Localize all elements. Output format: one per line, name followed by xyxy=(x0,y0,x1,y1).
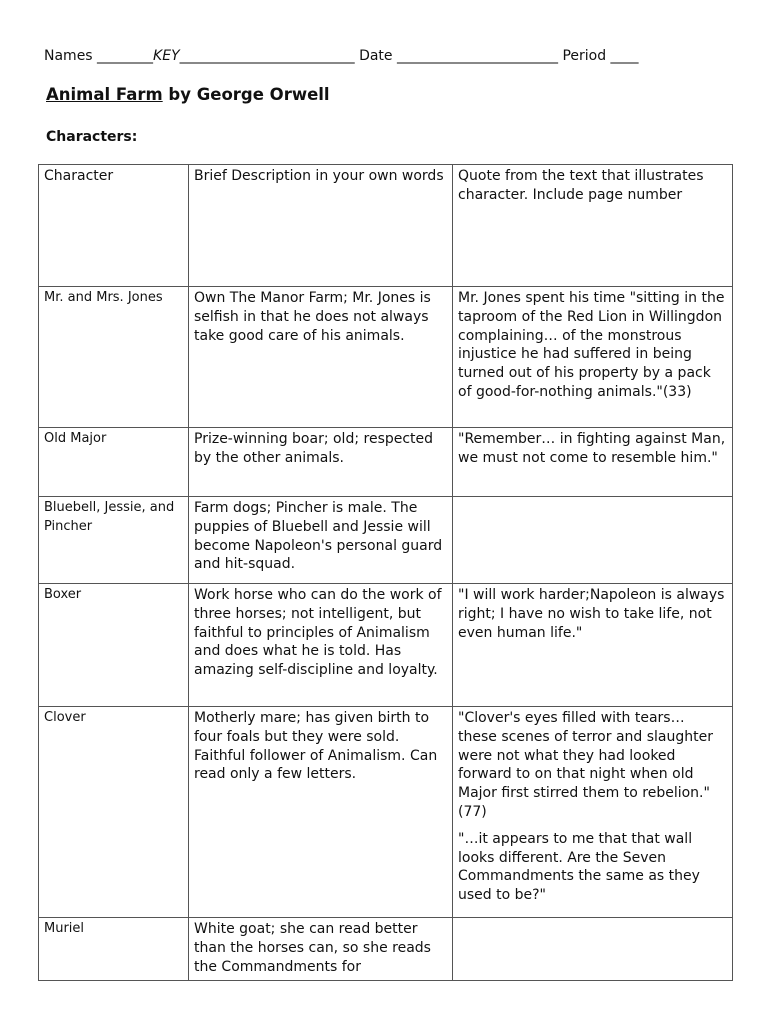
section-label: Characters: xyxy=(46,129,138,145)
table-row xyxy=(39,918,733,981)
character-quote: "I will work harder;Napoleon is always right; I have no wish to take life, not even human life." xyxy=(458,587,725,641)
character-quote-cell xyxy=(453,497,733,584)
table-header-row xyxy=(39,165,733,287)
character-description: Farm dogs; Pincher is male. The puppies of Bluebell and Jessie will become Napoleon's personal guard and hit-squad. xyxy=(189,497,453,584)
character-quote: "Clover's eyes filled with tears… these scenes of terror and slaughter were not what they had looked forward to on that night when old Major first stirred them to rebelion." (77) xyxy=(458,710,713,820)
character-name: Clover xyxy=(39,707,189,918)
page-title xyxy=(46,84,330,106)
character-description: Own The Manor Farm; Mr. Jones is selfish in that he does not always take good care of his animals. xyxy=(189,287,453,428)
table-row xyxy=(39,497,733,584)
names-label: Names ________ xyxy=(44,48,154,64)
header-description: Brief Description in your own words xyxy=(189,165,453,287)
table-row xyxy=(39,584,733,707)
header-quote: Quote from the text that illustrates character. Include page number xyxy=(453,165,733,287)
character-description: Prize-winning boar; old; respected by the other animals. xyxy=(189,428,453,497)
character-quote-cell xyxy=(453,428,733,497)
character-description: Motherly mare; has given birth to four foals but they were sold. Faithful follower of Animalism. Can read only a few letters. xyxy=(189,707,453,918)
table-row xyxy=(39,428,733,497)
table-row xyxy=(39,287,733,428)
names-value: KEY xyxy=(153,48,180,64)
character-quote-cell xyxy=(453,584,733,707)
character-quote: Mr. Jones spent his time "sitting in the taproom of the Red Lion in Willingdon complaining… of the monstrous injustice he had suffered in being turned out of his property by a pack of good-for-nothing animals."(33) xyxy=(458,290,725,400)
character-description: Work horse who can do the work of three horses; not intelligent, but faithful to principles of Animalism and does what he is told. Has amazing self-discipline and loyalty. xyxy=(189,584,453,707)
character-name: Old Major xyxy=(39,428,189,497)
character-name: Muriel xyxy=(39,918,189,981)
character-quote: "…it appears to me that that wall looks different. Are the Seven Commandments the same as they used to be?" xyxy=(458,830,700,904)
character-name: Mr. and Mrs. Jones xyxy=(39,287,189,428)
character-description: White goat; she can read better than the horses can, so she reads the Commandments for xyxy=(189,918,453,981)
header-line xyxy=(44,46,744,66)
table-row xyxy=(39,707,733,918)
book-title: Animal Farm xyxy=(46,85,163,104)
date-period-labels: _________________________ Date _______________________ Period ____ xyxy=(179,48,639,64)
character-quote-cell xyxy=(453,918,733,981)
author-byline: by George Orwell xyxy=(162,85,330,104)
header-character: Character xyxy=(39,165,189,287)
character-quote: "Remember… in fighting against Man, we must not come to resemble him." xyxy=(458,431,726,466)
characters-table xyxy=(38,164,733,981)
character-name: Boxer xyxy=(39,584,189,707)
character-quote-cell xyxy=(453,287,733,428)
character-name: Bluebell, Jessie, and Pincher xyxy=(39,497,189,584)
character-quote-cell xyxy=(453,707,733,918)
